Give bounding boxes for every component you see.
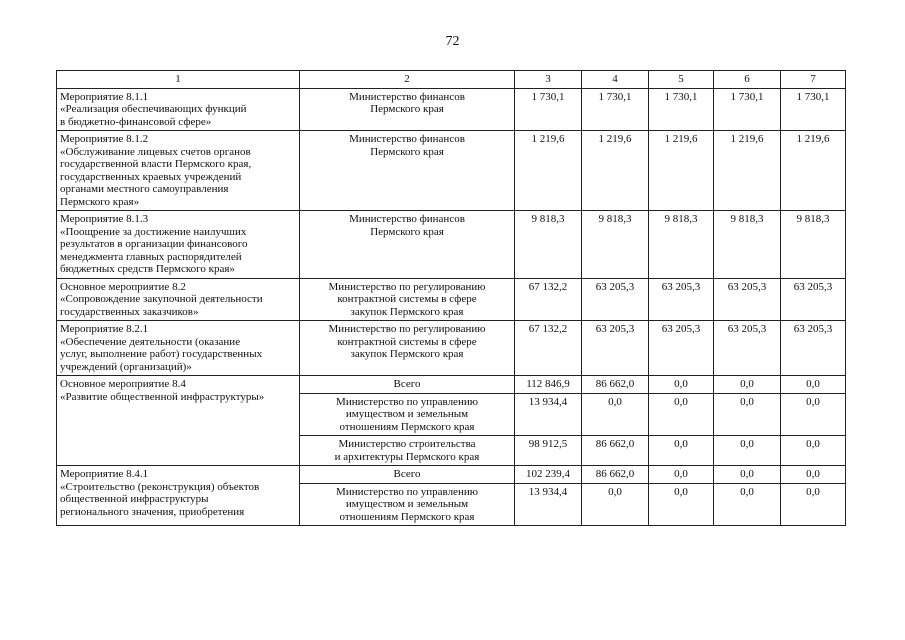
amount-cell: 1 219,6 — [582, 131, 649, 211]
activity-description: Основное мероприятие 8.2 «Сопровождение закупочной деятельности государственных заказчиков» — [57, 278, 300, 321]
table-row — [57, 278, 846, 321]
amount-cell: 1 730,1 — [582, 88, 649, 131]
amount-cell: 63 205,3 — [781, 321, 846, 376]
activity-description: Мероприятие 8.2.1 «Обеспечение деятельности (оказание услуг, выполнение работ) государственных учреждений (организаций)» — [57, 321, 300, 376]
amount-cell: 1 730,1 — [515, 88, 582, 131]
amount-cell: 102 239,4 — [515, 466, 582, 484]
amount-cell: 0,0 — [714, 483, 781, 526]
amount-cell: 0,0 — [781, 436, 846, 466]
amount-cell: 9 818,3 — [582, 211, 649, 279]
table-row — [57, 321, 846, 376]
amount-cell: 13 934,4 — [515, 483, 582, 526]
amount-cell: 67 132,2 — [515, 278, 582, 321]
column-header: 4 — [582, 71, 649, 89]
column-header: 7 — [781, 71, 846, 89]
amount-cell: 0,0 — [582, 393, 649, 436]
amount-cell: 1 730,1 — [714, 88, 781, 131]
amount-cell: 1 219,6 — [515, 131, 582, 211]
amount-cell: 0,0 — [714, 376, 781, 394]
responsible-organization: Министерство по регулированию контрактной системы в сфере закупок Пермского края — [300, 321, 515, 376]
amount-cell: 0,0 — [781, 393, 846, 436]
amount-cell: 0,0 — [714, 393, 781, 436]
amount-cell: 63 205,3 — [582, 321, 649, 376]
amount-cell: 0,0 — [649, 376, 714, 394]
activity-description: Основное мероприятие 8.4 «Развитие общественной инфраструктуры» — [57, 376, 300, 466]
amount-cell: 63 205,3 — [649, 321, 714, 376]
activity-description: Мероприятие 8.1.1 «Реализация обеспечивающих функций в бюджетно-финансовой сфере» — [57, 88, 300, 131]
amount-cell: 63 205,3 — [582, 278, 649, 321]
amount-cell: 0,0 — [649, 436, 714, 466]
activity-description: Мероприятие 8.1.2 «Обслуживание лицевых счетов органов государственной власти Пермского края, государственных краевых учреждений органами местного самоуправления Пермского края» — [57, 131, 300, 211]
budget-table — [56, 70, 846, 526]
amount-cell: 9 818,3 — [714, 211, 781, 279]
activity-description: Мероприятие 8.1.3 «Поощрение за достижение наилучших результатов в организации финансового менеджмента главных распорядителей бюджетных средств Пермского края» — [57, 211, 300, 279]
amount-cell: 98 912,5 — [515, 436, 582, 466]
amount-cell: 0,0 — [781, 466, 846, 484]
column-header: 1 — [57, 71, 300, 89]
amount-cell: 0,0 — [649, 466, 714, 484]
responsible-organization: Министерство финансов Пермского края — [300, 211, 515, 279]
responsible-organization: Министерство финансов Пермского края — [300, 131, 515, 211]
amount-cell: 86 662,0 — [582, 436, 649, 466]
amount-cell: 86 662,0 — [582, 376, 649, 394]
responsible-organization: Всего — [300, 466, 515, 484]
amount-cell: 0,0 — [582, 483, 649, 526]
table-row — [57, 211, 846, 279]
amount-cell: 0,0 — [714, 466, 781, 484]
amount-cell: 1 219,6 — [781, 131, 846, 211]
responsible-organization: Министерство по регулированию контрактной системы в сфере закупок Пермского края — [300, 278, 515, 321]
amount-cell: 1 730,1 — [781, 88, 846, 131]
amount-cell: 9 818,3 — [515, 211, 582, 279]
amount-cell: 0,0 — [781, 376, 846, 394]
column-header: 2 — [300, 71, 515, 89]
column-header: 5 — [649, 71, 714, 89]
table-row — [57, 376, 846, 394]
amount-cell: 112 846,9 — [515, 376, 582, 394]
column-header: 6 — [714, 71, 781, 89]
header-row — [57, 71, 846, 89]
amount-cell: 0,0 — [781, 483, 846, 526]
amount-cell: 1 219,6 — [714, 131, 781, 211]
amount-cell: 0,0 — [649, 393, 714, 436]
responsible-organization: Министерство по управлению имуществом и земельным отношениям Пермского края — [300, 393, 515, 436]
responsible-organization: Министерство строительства и архитектуры Пермского края — [300, 436, 515, 466]
table-body — [57, 71, 846, 526]
page-number: 72 — [445, 34, 460, 49]
table-row — [57, 88, 846, 131]
amount-cell: 1 219,6 — [649, 131, 714, 211]
responsible-organization: Всего — [300, 376, 515, 394]
column-header: 3 — [515, 71, 582, 89]
amount-cell: 67 132,2 — [515, 321, 582, 376]
amount-cell: 63 205,3 — [781, 278, 846, 321]
amount-cell: 0,0 — [714, 436, 781, 466]
amount-cell: 63 205,3 — [649, 278, 714, 321]
amount-cell: 0,0 — [649, 483, 714, 526]
responsible-organization: Министерство по управлению имуществом и земельным отношениям Пермского края — [300, 483, 515, 526]
amount-cell: 9 818,3 — [649, 211, 714, 279]
activity-description: Мероприятие 8.4.1 «Строительство (реконструкция) объектов общественной инфраструктуры регионального значения, приобретения — [57, 466, 300, 526]
table-row — [57, 466, 846, 484]
responsible-organization: Министерство финансов Пермского края — [300, 88, 515, 131]
amount-cell: 9 818,3 — [781, 211, 846, 279]
amount-cell: 86 662,0 — [582, 466, 649, 484]
amount-cell: 13 934,4 — [515, 393, 582, 436]
table-row — [57, 131, 846, 211]
amount-cell: 63 205,3 — [714, 321, 781, 376]
amount-cell: 63 205,3 — [714, 278, 781, 321]
amount-cell: 1 730,1 — [649, 88, 714, 131]
